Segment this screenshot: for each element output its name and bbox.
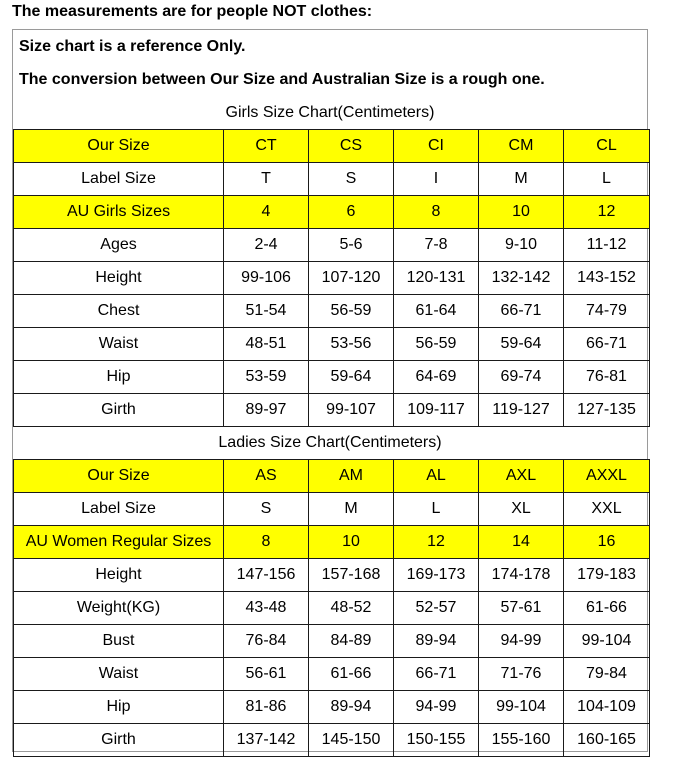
table-cell: 81-86 <box>224 691 309 724</box>
table-cell: 64-69 <box>394 361 479 394</box>
table-cell: 107-120 <box>309 262 394 295</box>
table-cell: 12 <box>394 526 479 559</box>
table-cell: 99-104 <box>564 625 650 658</box>
row-label: Label Size <box>14 163 224 196</box>
table-cell: AXXL <box>564 460 650 493</box>
table-cell: 89-97 <box>224 394 309 427</box>
table-cell: 61-64 <box>394 295 479 328</box>
table-cell: 4 <box>224 196 309 229</box>
table-cell: 84-89 <box>309 625 394 658</box>
table-cell: XXL <box>564 493 650 526</box>
row-label: Height <box>14 262 224 295</box>
table-cell: 66-71 <box>479 295 564 328</box>
table-cell: 109-117 <box>394 394 479 427</box>
table-cell: 89-94 <box>394 625 479 658</box>
table-cell: 7-8 <box>394 229 479 262</box>
table-cell: 43-48 <box>224 592 309 625</box>
table-row <box>14 559 650 592</box>
table-row <box>14 460 650 493</box>
table-cell: L <box>564 163 650 196</box>
row-label: Our Size <box>14 460 224 493</box>
row-label: Height <box>14 559 224 592</box>
table-row <box>14 262 650 295</box>
table-cell: 56-59 <box>309 295 394 328</box>
conversion-notice: The conversion between Our Size and Australian Size is a rough one. <box>19 71 545 88</box>
table-cell: M <box>479 163 564 196</box>
table-row <box>14 625 650 658</box>
table-cell: 6 <box>309 196 394 229</box>
table-cell: 56-61 <box>224 658 309 691</box>
table-cell: AXL <box>479 460 564 493</box>
table-row <box>14 361 650 394</box>
table-cell: 120-131 <box>394 262 479 295</box>
table-cell: 99-107 <box>309 394 394 427</box>
table-cell: 169-173 <box>394 559 479 592</box>
table-cell: 59-64 <box>309 361 394 394</box>
table-cell: AM <box>309 460 394 493</box>
row-label: Girth <box>14 394 224 427</box>
table-cell: 53-59 <box>224 361 309 394</box>
table-cell: 79-84 <box>564 658 650 691</box>
row-label: Ages <box>14 229 224 262</box>
ladies-size-table <box>13 459 650 757</box>
table-cell: 74-79 <box>564 295 650 328</box>
table-cell: 132-142 <box>479 262 564 295</box>
table-cell: T <box>224 163 309 196</box>
table-cell: XL <box>479 493 564 526</box>
table-cell: 48-51 <box>224 328 309 361</box>
table-row <box>14 295 650 328</box>
table-cell: 99-106 <box>224 262 309 295</box>
table-cell: AL <box>394 460 479 493</box>
row-label: AU Girls Sizes <box>14 196 224 229</box>
measurement-note: The measurements are for people NOT clothes: <box>12 3 373 20</box>
table-cell: 99-104 <box>479 691 564 724</box>
table-row <box>14 394 650 427</box>
row-label: Label Size <box>14 493 224 526</box>
girls-chart-title: Girls Size Chart(Centimeters) <box>225 104 435 121</box>
table-cell: 179-183 <box>564 559 650 592</box>
table-cell: 8 <box>224 526 309 559</box>
row-label: Our Size <box>14 130 224 163</box>
table-cell: 69-74 <box>479 361 564 394</box>
row-label: Weight(KG) <box>14 592 224 625</box>
table-cell: 71-76 <box>479 658 564 691</box>
table-cell: 76-81 <box>564 361 650 394</box>
row-label: Girth <box>14 724 224 757</box>
table-cell: 104-109 <box>564 691 650 724</box>
row-label: AU Women Regular Sizes <box>14 526 224 559</box>
table-row <box>14 229 650 262</box>
table-cell: 8 <box>394 196 479 229</box>
table-cell: 66-71 <box>394 658 479 691</box>
table-cell: 94-99 <box>394 691 479 724</box>
table-cell: CT <box>224 130 309 163</box>
table-cell: 52-57 <box>394 592 479 625</box>
table-cell: CI <box>394 130 479 163</box>
table-cell: L <box>394 493 479 526</box>
table-cell: 157-168 <box>309 559 394 592</box>
table-cell: 57-61 <box>479 592 564 625</box>
table-cell: 2-4 <box>224 229 309 262</box>
table-cell: CS <box>309 130 394 163</box>
table-row <box>14 328 650 361</box>
table-cell: 16 <box>564 526 650 559</box>
row-label: Hip <box>14 361 224 394</box>
table-cell: 145-150 <box>309 724 394 757</box>
table-cell: CM <box>479 130 564 163</box>
table-cell: 155-160 <box>479 724 564 757</box>
table-cell: 11-12 <box>564 229 650 262</box>
size-chart-panel <box>12 29 648 752</box>
table-row <box>14 196 650 229</box>
table-row <box>14 691 650 724</box>
table-cell: 89-94 <box>309 691 394 724</box>
table-cell: 5-6 <box>309 229 394 262</box>
table-cell: 143-152 <box>564 262 650 295</box>
row-label: Hip <box>14 691 224 724</box>
table-cell: 94-99 <box>479 625 564 658</box>
table-cell: 76-84 <box>224 625 309 658</box>
table-cell: 160-165 <box>564 724 650 757</box>
table-cell: 56-59 <box>394 328 479 361</box>
table-row <box>14 163 650 196</box>
row-label: Waist <box>14 658 224 691</box>
table-cell: 14 <box>479 526 564 559</box>
table-cell: 66-71 <box>564 328 650 361</box>
table-row <box>14 526 650 559</box>
row-label: Bust <box>14 625 224 658</box>
reference-notice: Size chart is a reference Only. <box>19 38 246 55</box>
table-cell: 10 <box>309 526 394 559</box>
table-row <box>14 130 650 163</box>
table-cell: S <box>224 493 309 526</box>
table-row <box>14 658 650 691</box>
table-cell: 150-155 <box>394 724 479 757</box>
table-cell: I <box>394 163 479 196</box>
table-cell: 119-127 <box>479 394 564 427</box>
table-cell: CL <box>564 130 650 163</box>
table-cell: 51-54 <box>224 295 309 328</box>
table-cell: 9-10 <box>479 229 564 262</box>
table-cell: 10 <box>479 196 564 229</box>
girls-size-table <box>13 129 650 427</box>
table-cell: 137-142 <box>224 724 309 757</box>
table-cell: 59-64 <box>479 328 564 361</box>
row-label: Waist <box>14 328 224 361</box>
table-cell: 127-135 <box>564 394 650 427</box>
table-row <box>14 592 650 625</box>
table-cell: 147-156 <box>224 559 309 592</box>
table-cell: 48-52 <box>309 592 394 625</box>
table-cell: 53-56 <box>309 328 394 361</box>
ladies-chart-title: Ladies Size Chart(Centimeters) <box>218 434 442 451</box>
row-label: Chest <box>14 295 224 328</box>
table-cell: M <box>309 493 394 526</box>
table-cell: 174-178 <box>479 559 564 592</box>
table-cell: 12 <box>564 196 650 229</box>
table-row <box>14 724 650 757</box>
table-cell: S <box>309 163 394 196</box>
table-row <box>14 493 650 526</box>
table-cell: 61-66 <box>309 658 394 691</box>
table-cell: 61-66 <box>564 592 650 625</box>
table-cell: AS <box>224 460 309 493</box>
